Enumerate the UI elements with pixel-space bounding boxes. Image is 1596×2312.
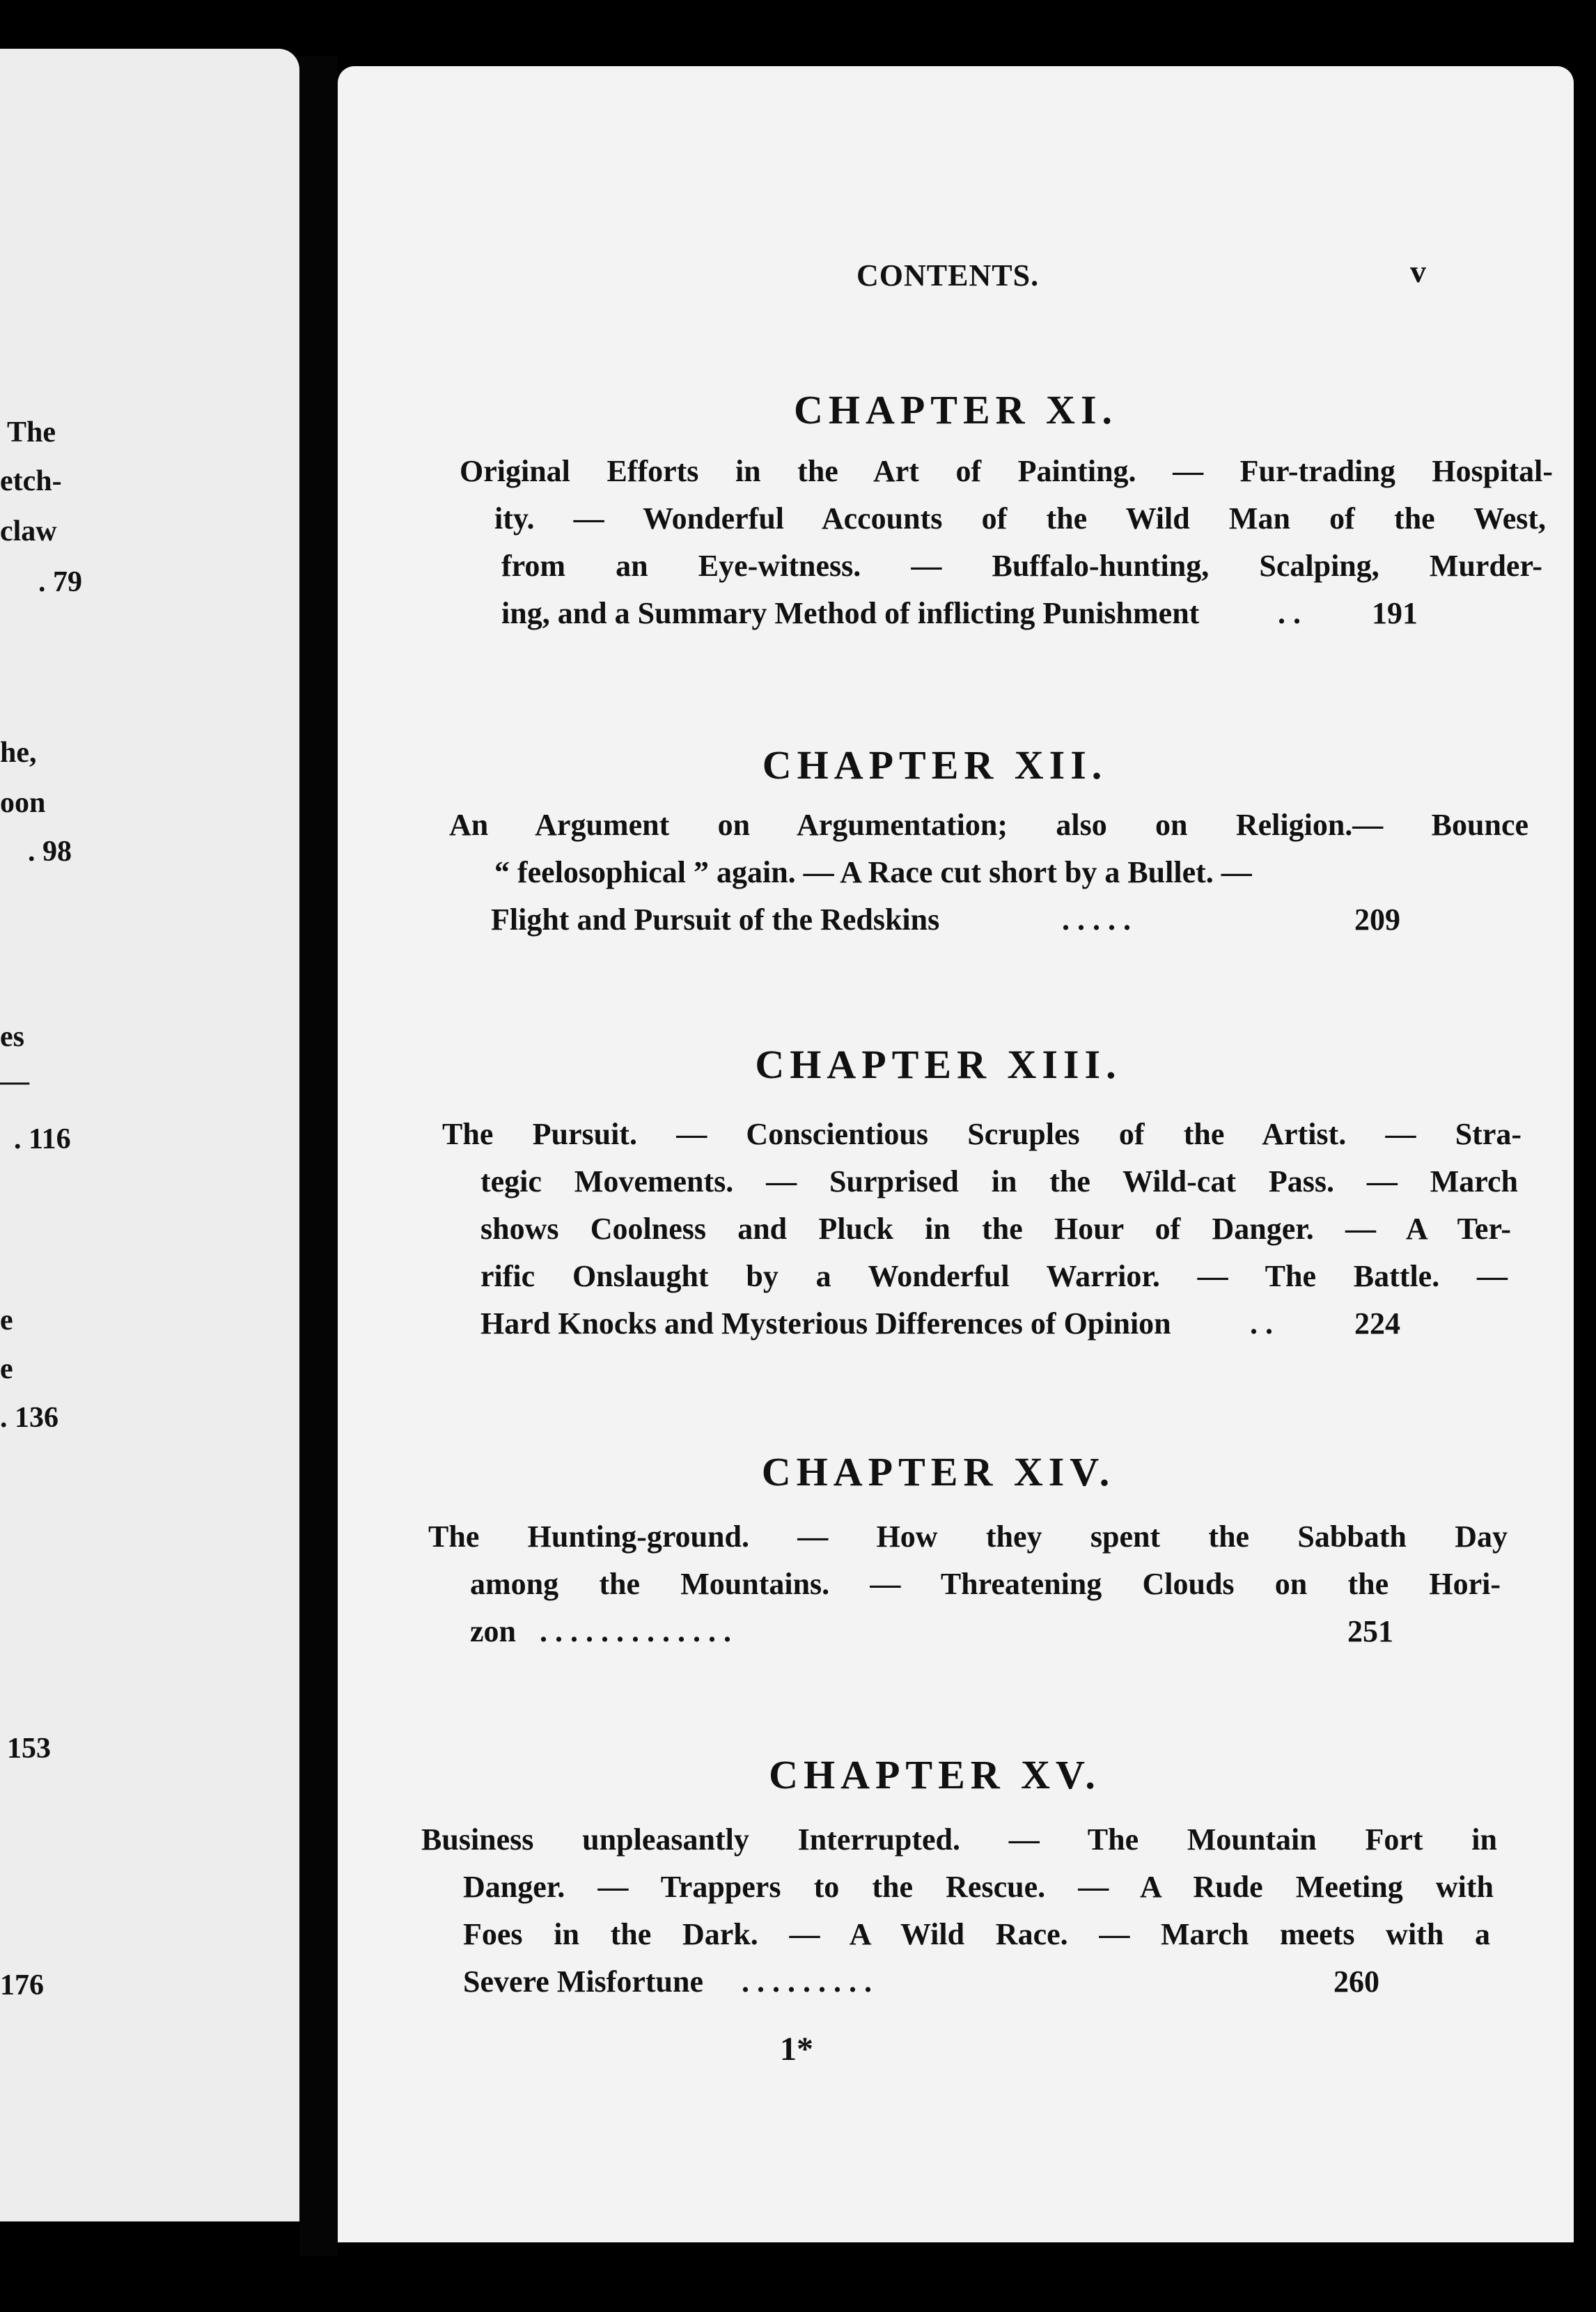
dot-leaders: . . (1278, 596, 1301, 630)
chapter-page-number: 260 (1333, 1965, 1379, 1999)
left-page-fragment: . 136 (0, 1402, 58, 1434)
chapter-summary-line: Flight and Pursuit of the Redskins (491, 903, 940, 937)
left-page-fragment: — (0, 1065, 29, 1098)
chapter-page-number: 209 (1354, 903, 1400, 937)
chapter-summary-line: rific Onslaught by a Wonderful Warrior. — The Battle. — (480, 1259, 1508, 1293)
left-page-fragment: . 98 (28, 836, 72, 868)
chapter-page-number: 191 (1372, 596, 1418, 630)
chapter-heading: CHAPTER XV. (769, 1752, 1101, 1797)
chapter-heading: CHAPTER XIV. (761, 1449, 1116, 1494)
dot-leaders: . . . . . . . . . . . . . (540, 1614, 731, 1648)
dot-leaders: . . . . . (1062, 903, 1131, 937)
chapter-summary-line: The Pursuit. — Conscientious Scruples of the Artist. — Stra- (442, 1117, 1521, 1151)
dot-leaders: . . . . . . . . . (742, 1965, 872, 1999)
left-page-fragment: oon (0, 787, 46, 819)
chapter-summary-line: ing, and a Summary Method of inflicting Punishment (501, 596, 1200, 630)
chapter-summary-line: Danger. — Trappers to the Rescue. — A Rude Meeting with (463, 1870, 1494, 1904)
left-page-fragment: etch- (0, 465, 62, 497)
chapter-summary-line: tegic Movements. — Surprised in the Wild-cat Pass. — March (480, 1164, 1518, 1198)
chapter-summary-line: ity. — Wonderful Accounts of the Wild Man of the West, (494, 501, 1546, 536)
left-page-fragment: es (0, 1021, 24, 1053)
left-page-fragment: claw (0, 515, 57, 547)
chapter-page-number: 251 (1347, 1614, 1393, 1648)
left-page-fragment: . 79 (38, 566, 82, 598)
left-page-fragment: . 116 (14, 1123, 71, 1155)
previous-page (0, 49, 299, 2221)
chapter-summary-line: Foes in the Dark. — A Wild Race. — March meets with a (463, 1917, 1490, 1951)
chapter-heading: CHAPTER XII. (762, 742, 1108, 788)
chapter-summary-line: among the Mountains. — Threatening Clouds on the Hori- (470, 1567, 1501, 1601)
left-page-fragment: 153 (7, 1733, 51, 1765)
book-gutter (299, 56, 338, 2256)
chapter-summary-line: An Argument on Argumentation; also on Religion.— Bounce (449, 808, 1528, 842)
contents-page (338, 66, 1574, 2242)
chapter-summary-line: from an Eye-witness. — Buffalo-hunting, Scalping, Murder- (501, 549, 1542, 583)
chapter-summary-line: Business unpleasantly Interrupted. — The Mountain Fort in (421, 1822, 1497, 1857)
left-page-fragment: e (0, 1353, 13, 1385)
left-page-fragment: 176 (0, 1969, 44, 2001)
chapter-summary-line: “ feelosophical ” again. — A Race cut short by a Bullet. — (494, 855, 1252, 889)
chapter-heading: CHAPTER XI. (793, 387, 1118, 432)
left-page-fragment: he, (0, 737, 37, 769)
chapter-summary-line: Severe Misfortune (463, 1965, 703, 1999)
chapter-summary-line: Hard Knocks and Mysterious Differences of Opinion (480, 1306, 1171, 1341)
left-page-fragment: e (0, 1304, 13, 1336)
page-number: v (1410, 253, 1426, 289)
chapter-summary-line: zon (470, 1614, 516, 1648)
chapter-summary-line: The Hunting-ground. — How they spent the Sabbath Day (428, 1520, 1508, 1554)
chapter-page-number: 224 (1354, 1306, 1400, 1341)
chapter-summary-line: shows Coolness and Pluck in the Hour of Danger. — A Ter- (480, 1212, 1511, 1246)
chapter-heading: CHAPTER XIII. (755, 1042, 1122, 1087)
running-head: CONTENTS. (856, 258, 1040, 292)
chapter-summary-line: Original Efforts in the Art of Painting. — Fur-trading Hospital- (460, 454, 1553, 488)
dot-leaders: . . (1250, 1306, 1273, 1341)
signature-mark: 1* (780, 2031, 813, 2068)
left-page-fragment: The (7, 416, 56, 448)
